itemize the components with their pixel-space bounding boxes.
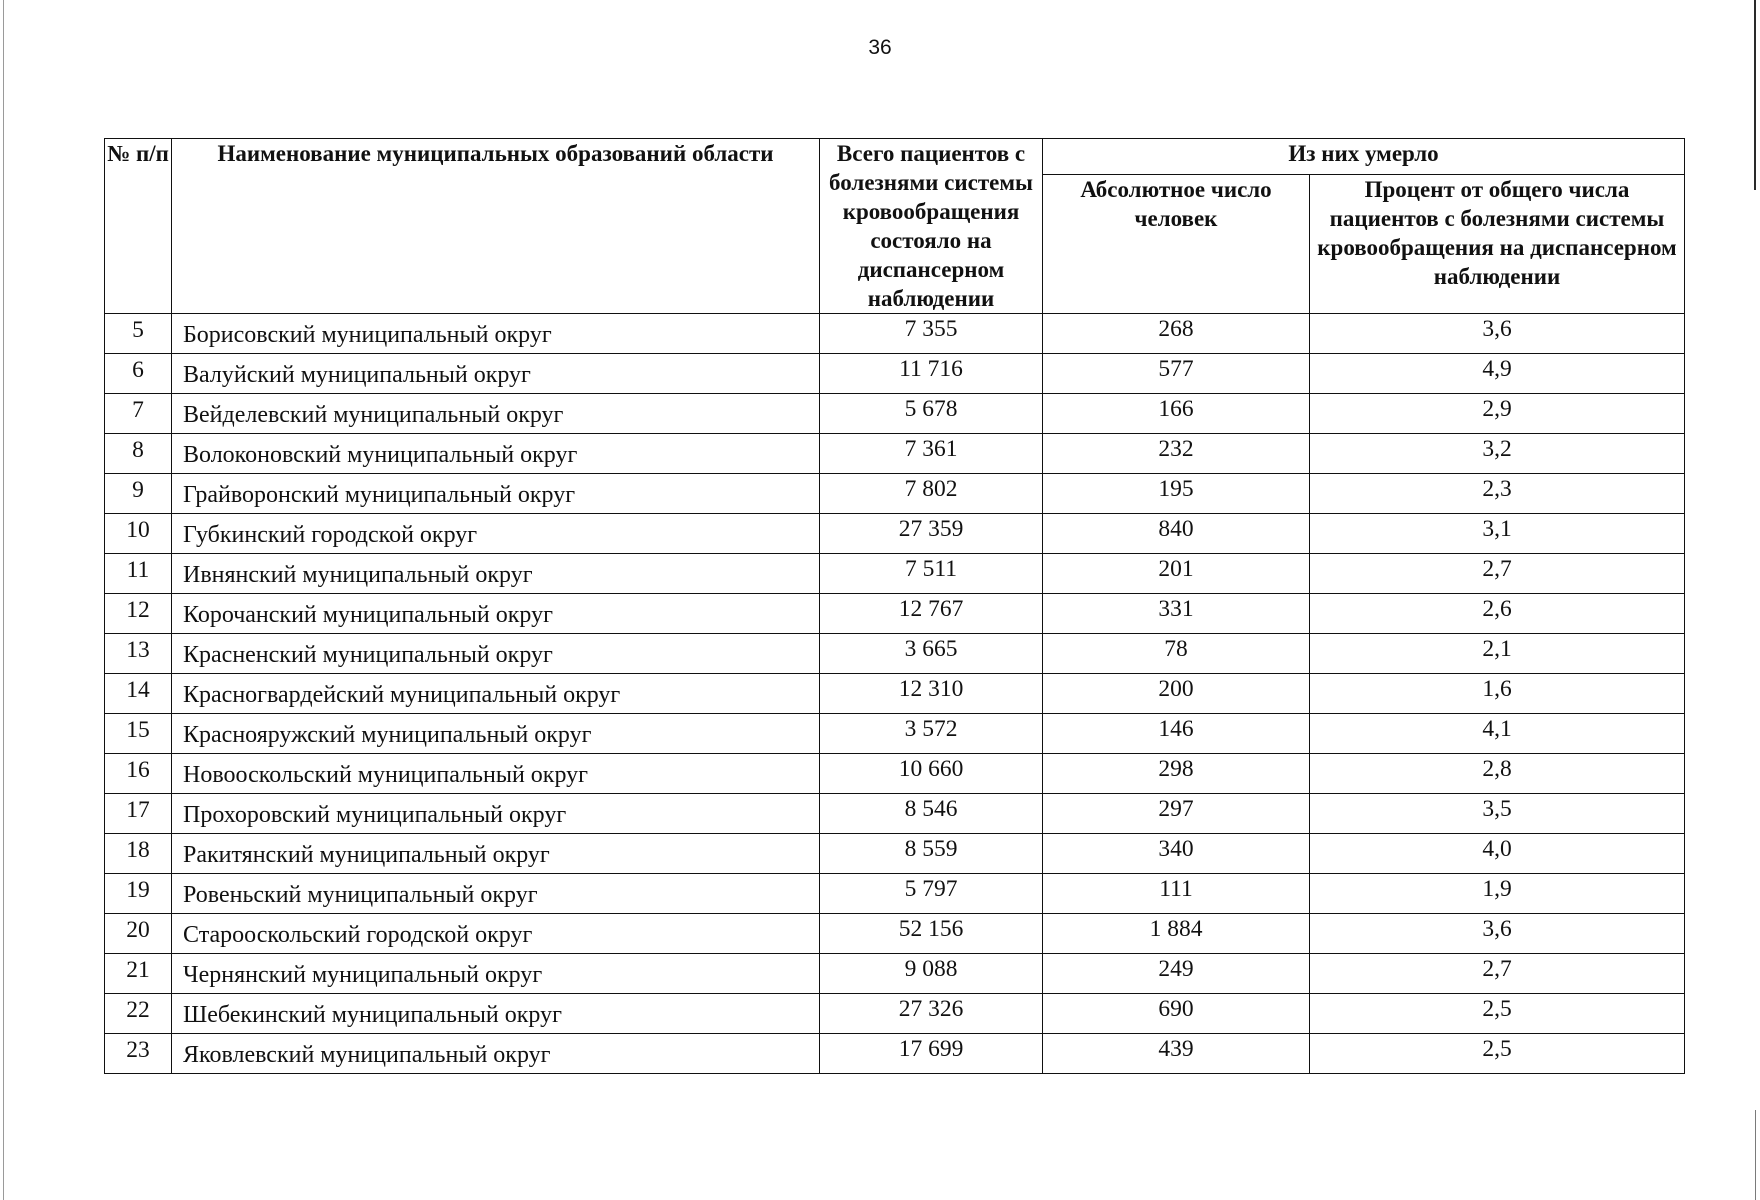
cell-municipality-name: Ивнянский муниципальный округ [172,554,820,594]
cell-died-percent: 4,0 [1310,834,1685,874]
cell-died-absolute: 439 [1043,1034,1310,1074]
table-row [105,834,1685,874]
cell-number: 12 [105,594,172,634]
cell-municipality-name: Красненский муниципальный округ [172,634,820,674]
header-municipality-name: Наименование муниципальных образований области [172,139,820,314]
cell-municipality-name: Валуйский муниципальный округ [172,354,820,394]
table-row [105,354,1685,394]
cell-total-patients: 12 767 [820,594,1043,634]
cell-died-percent: 1,6 [1310,674,1685,714]
cell-total-patients: 5 678 [820,394,1043,434]
cell-number: 5 [105,314,172,354]
cell-total-patients: 8 546 [820,794,1043,834]
cell-died-absolute: 200 [1043,674,1310,714]
cell-total-patients: 7 361 [820,434,1043,474]
cell-total-patients: 7 802 [820,474,1043,514]
cell-total-patients: 11 716 [820,354,1043,394]
page-edge-left [3,0,4,1200]
cell-died-absolute: 195 [1043,474,1310,514]
cell-number: 21 [105,954,172,994]
cell-died-percent: 3,5 [1310,794,1685,834]
statistics-table [104,138,1685,1074]
cell-died-absolute: 690 [1043,994,1310,1034]
cell-municipality-name: Борисовский муниципальный округ [172,314,820,354]
cell-number: 16 [105,754,172,794]
cell-number: 18 [105,834,172,874]
cell-number: 9 [105,474,172,514]
cell-municipality-name: Ровеньский муниципальный округ [172,874,820,914]
cell-number: 20 [105,914,172,954]
cell-number: 22 [105,994,172,1034]
table-header [105,139,1685,314]
cell-number: 6 [105,354,172,394]
cell-died-absolute: 111 [1043,874,1310,914]
cell-died-absolute: 331 [1043,594,1310,634]
cell-total-patients: 9 088 [820,954,1043,994]
header-total-patients: Всего пациентов с болезнями системы кровообращения состояло на диспансерном наблюдении [820,139,1043,314]
cell-died-percent: 2,7 [1310,954,1685,994]
cell-municipality-name: Красногвардейский муниципальный округ [172,674,820,714]
cell-died-percent: 2,7 [1310,554,1685,594]
cell-municipality-name: Волоконовский муниципальный округ [172,434,820,474]
table-row [105,874,1685,914]
cell-died-absolute: 577 [1043,354,1310,394]
table-row [105,754,1685,794]
cell-number: 7 [105,394,172,434]
cell-municipality-name: Вейделевский муниципальный округ [172,394,820,434]
header-died-percent: Процент от общего числа пациентов с болезнями системы кровообращения на диспансерном наблюдении [1310,175,1685,314]
cell-died-absolute: 340 [1043,834,1310,874]
cell-number: 17 [105,794,172,834]
cell-died-percent: 2,1 [1310,634,1685,674]
cell-total-patients: 27 359 [820,514,1043,554]
cell-died-absolute: 232 [1043,434,1310,474]
page-number: 36 [868,36,892,59]
table-row [105,514,1685,554]
cell-died-percent: 2,6 [1310,594,1685,634]
cell-died-percent: 2,3 [1310,474,1685,514]
table-row [105,1034,1685,1074]
cell-died-absolute: 268 [1043,314,1310,354]
header-number: № п/п [105,139,172,314]
cell-number: 14 [105,674,172,714]
cell-total-patients: 5 797 [820,874,1043,914]
cell-municipality-name: Чернянский муниципальный округ [172,954,820,994]
table-row [105,434,1685,474]
header-died-group: Из них умерло [1043,139,1685,175]
table-row [105,474,1685,514]
page-edge-right-lower [1755,1110,1756,1200]
cell-died-absolute: 146 [1043,714,1310,754]
cell-number: 15 [105,714,172,754]
cell-died-percent: 2,5 [1310,1034,1685,1074]
cell-died-absolute: 78 [1043,634,1310,674]
cell-number: 13 [105,634,172,674]
table-row [105,594,1685,634]
cell-died-absolute: 297 [1043,794,1310,834]
cell-municipality-name: Корочанский муниципальный округ [172,594,820,634]
cell-died-percent: 2,8 [1310,754,1685,794]
cell-number: 10 [105,514,172,554]
table-row [105,634,1685,674]
table-body [105,314,1685,1074]
cell-died-percent: 4,1 [1310,714,1685,754]
cell-number: 23 [105,1034,172,1074]
table-row [105,994,1685,1034]
cell-number: 11 [105,554,172,594]
cell-municipality-name: Ракитянский муниципальный округ [172,834,820,874]
cell-total-patients: 27 326 [820,994,1043,1034]
cell-total-patients: 10 660 [820,754,1043,794]
table-row [105,314,1685,354]
cell-municipality-name: Губкинский городской округ [172,514,820,554]
cell-died-percent: 3,6 [1310,314,1685,354]
cell-total-patients: 8 559 [820,834,1043,874]
page-edge-right [1754,0,1756,190]
cell-died-percent: 3,1 [1310,514,1685,554]
table-row [105,914,1685,954]
table-row [105,714,1685,754]
table-row [105,954,1685,994]
table-row [105,554,1685,594]
cell-died-percent: 2,9 [1310,394,1685,434]
table-row [105,794,1685,834]
cell-number: 8 [105,434,172,474]
cell-municipality-name: Яковлевский муниципальный округ [172,1034,820,1074]
cell-died-percent: 2,5 [1310,994,1685,1034]
table-row [105,394,1685,434]
cell-total-patients: 12 310 [820,674,1043,714]
header-died-absolute: Абсолютное число человек [1043,175,1310,314]
header-row [105,139,1685,175]
cell-died-percent: 4,9 [1310,354,1685,394]
cell-municipality-name: Грайворонский муниципальный округ [172,474,820,514]
cell-total-patients: 52 156 [820,914,1043,954]
cell-total-patients: 7 355 [820,314,1043,354]
cell-died-absolute: 201 [1043,554,1310,594]
cell-total-patients: 7 511 [820,554,1043,594]
cell-died-absolute: 249 [1043,954,1310,994]
cell-died-percent: 1,9 [1310,874,1685,914]
cell-died-absolute: 1 884 [1043,914,1310,954]
cell-died-absolute: 298 [1043,754,1310,794]
cell-total-patients: 3 665 [820,634,1043,674]
cell-died-absolute: 166 [1043,394,1310,434]
cell-municipality-name: Старооскольский городской округ [172,914,820,954]
cell-total-patients: 17 699 [820,1034,1043,1074]
cell-municipality-name: Новооскольский муниципальный округ [172,754,820,794]
cell-municipality-name: Шебекинский муниципальный округ [172,994,820,1034]
table-row [105,674,1685,714]
cell-died-absolute: 840 [1043,514,1310,554]
cell-died-percent: 3,2 [1310,434,1685,474]
cell-municipality-name: Прохоровский муниципальный округ [172,794,820,834]
cell-total-patients: 3 572 [820,714,1043,754]
cell-died-percent: 3,6 [1310,914,1685,954]
cell-municipality-name: Краснояружский муниципальный округ [172,714,820,754]
cell-number: 19 [105,874,172,914]
